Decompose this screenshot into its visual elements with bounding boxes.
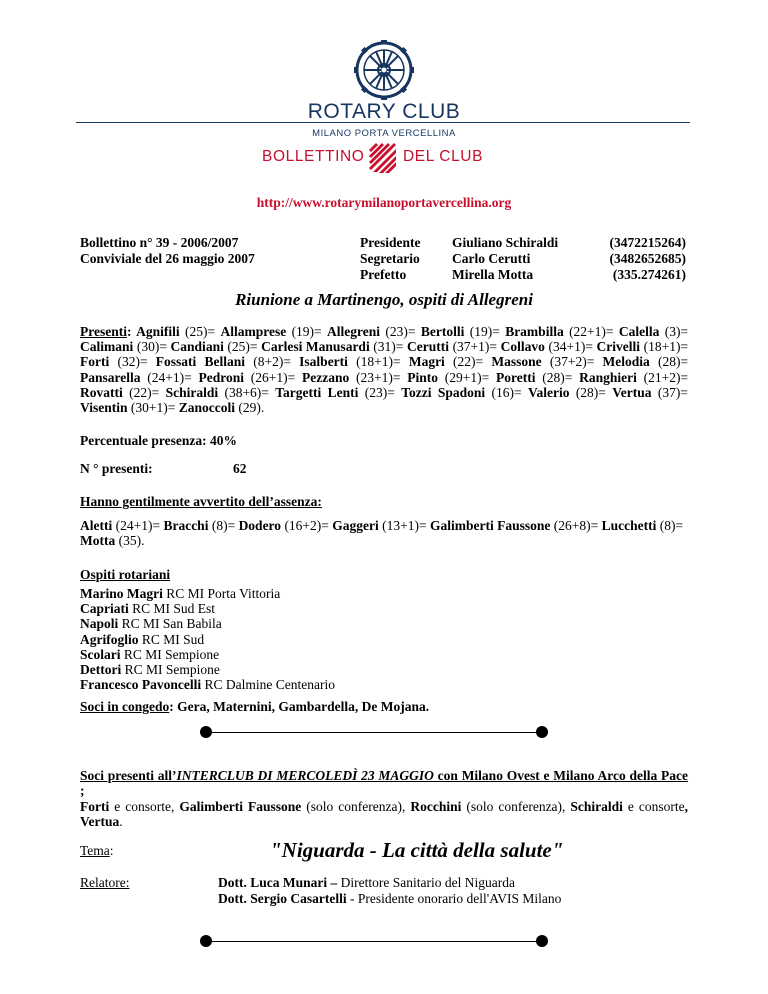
interclub-attendees — [80, 799, 688, 829]
tema-label-wrap: Tema: — [80, 843, 114, 858]
club-subtitle: MILANO PORTA VERCELLINA — [312, 128, 456, 139]
club-website-link[interactable]: http://www.rotarymilanoportavercellina.org — [256, 195, 512, 210]
speaker-sep: - — [346, 890, 358, 906]
member-name: Lucchetti — [601, 518, 657, 533]
meeting-date: Conviviale del 26 maggio 2007 — [80, 251, 255, 266]
member-name: Schiraldi — [165, 384, 219, 400]
member-name: Melodia — [602, 354, 650, 370]
member-count: (38+6)= — [224, 384, 276, 400]
leave-names: Gera, Maternini, Gambardella, De Mojana. — [177, 699, 430, 714]
bulletin-number: Bollettino n° 39 - 2006/2007 — [80, 235, 239, 250]
divider-dot — [536, 935, 548, 947]
guest-club: RC MI San Babila — [121, 616, 222, 632]
divider-dot — [200, 935, 212, 947]
member-name: Motta — [80, 533, 116, 549]
leave-paragraph: Soci in congedo: Gera, Maternini, Gambardella, De Mojana. — [80, 699, 430, 714]
bulletin-info — [80, 235, 255, 267]
section-divider — [200, 935, 548, 947]
member-count: (26+1)= — [250, 369, 303, 385]
count-value: 62 — [233, 461, 247, 476]
member-name: Dodero — [238, 518, 282, 533]
guest-club: RC MI Sud — [141, 631, 205, 647]
officer-name: Mirella Motta — [452, 267, 534, 282]
officer-roles — [360, 235, 421, 283]
member-count: (16)= — [491, 384, 528, 400]
member-count: (28)= — [575, 384, 613, 400]
absent-heading: Hanno gentilmente avvertito dell’assenza: — [80, 494, 322, 509]
guest-club: RC MI Sempione — [123, 646, 220, 662]
member-count: (32)= — [117, 354, 156, 370]
member-count: (8)= — [211, 518, 239, 533]
tema-value: "Niguarda - La città della salute" — [270, 838, 564, 862]
guest-name: Francesco Pavoncelli — [80, 677, 202, 693]
attendance-count — [80, 461, 688, 476]
guest-club: RC MI Sempione — [124, 662, 220, 678]
member-count: (31)= — [373, 339, 407, 355]
member-name: Brambilla — [505, 324, 564, 339]
divider-dot — [200, 726, 212, 738]
member-name: Aletti — [80, 518, 113, 533]
percent-label: Percentuale presenza: — [80, 433, 207, 448]
member-count: (37+2)= — [549, 354, 603, 370]
guests-heading: Ospiti rotariani — [80, 567, 171, 582]
member-count: (37)= — [657, 384, 688, 400]
member-name: Tozzi Spadoni — [401, 384, 486, 400]
member-count: (26+8)= — [553, 518, 602, 533]
member-name: Candiani — [170, 339, 224, 355]
member-count: (22)= — [453, 354, 492, 370]
guest-name: Scolari — [80, 646, 121, 662]
member-count: (3)= — [664, 324, 689, 339]
member-name: Fossati Bellani — [155, 354, 246, 370]
speaker-role: Presidente onorario dell'AVIS Milano — [357, 890, 562, 906]
member-name: Crivelli — [596, 339, 641, 355]
member-name: Ranghieri — [579, 369, 637, 385]
guest-club: RC MI Sud Est — [132, 601, 216, 617]
member-count: (23)= — [364, 384, 402, 400]
member-count: (25)= — [184, 324, 221, 339]
guest-row — [80, 586, 688, 601]
member-count: (30)= — [136, 339, 171, 355]
header-rule — [76, 122, 690, 123]
speaker-name: Dott. Luca Munari — [218, 875, 328, 890]
member-name: Bertolli — [420, 324, 465, 339]
guest-name: Agrifoglio — [80, 631, 139, 647]
officer-role: Presidente — [360, 235, 421, 250]
member-count: (23+1)= — [356, 369, 408, 385]
member-count: (24+1)= — [147, 369, 199, 385]
attendance-percent — [80, 433, 688, 448]
count-label: N ° presenti: — [80, 461, 153, 476]
member-count: (34+1)= — [548, 339, 597, 355]
member-count: (23)= — [385, 324, 421, 339]
member-name: Vertua — [612, 384, 652, 400]
attendance-list — [80, 324, 688, 415]
member-name: Agnifili — [136, 324, 180, 339]
guest-club: RC MI Porta Vittoria — [166, 586, 281, 601]
bulletin-title-right: DEL CLUB — [403, 148, 484, 165]
officer-phones — [578, 235, 686, 283]
member-count: (18+1)= — [643, 339, 689, 355]
guest-name: Napoli — [80, 616, 119, 632]
meeting-title: Riunione a Martinengo, ospiti di Allegreni — [235, 290, 533, 309]
officer-phone: (3472215264) — [609, 235, 686, 250]
member-count: (25)= — [227, 339, 262, 355]
member-name: Collavo — [500, 339, 545, 355]
guest-row — [80, 647, 688, 662]
member-name: Carlesi Manusardi — [261, 339, 370, 355]
member-count: (35). — [118, 533, 145, 549]
member-name: Zanoccoli — [178, 400, 235, 416]
relatore-label: Relatore: — [80, 875, 130, 890]
rotary-wheel-logo — [354, 40, 414, 100]
member-count: (16+2)= — [284, 518, 333, 533]
officer-name: Giuliano Schiraldi — [452, 235, 559, 250]
member-count: (22+1)= — [569, 324, 619, 339]
member-name: Poretti — [496, 369, 536, 385]
guest-row — [80, 616, 688, 631]
speaker — [218, 875, 561, 891]
interclub-heading-italic: INTERCLUB DI MERCOLEDÌ 23 MAGGIO — [176, 768, 434, 783]
member-name: Allamprese — [220, 324, 287, 339]
attendee-name: Forti — [80, 799, 110, 814]
member-name: Bracchi — [163, 518, 209, 533]
member-name: Allegreni — [327, 324, 381, 339]
attendee-name: Schiraldi — [570, 799, 623, 814]
officer-phone: (335.274261) — [612, 267, 686, 282]
officer-role: Prefetto — [360, 267, 407, 282]
attendance-label: Presenti — [80, 324, 127, 339]
member-name: Calimani — [80, 339, 134, 355]
member-name: Galimberti Faussone — [430, 518, 551, 533]
member-name: Pedroni — [198, 369, 245, 385]
speaker-sep: – — [327, 875, 341, 890]
member-count: (22)= — [129, 384, 166, 400]
speaker-role: Direttore Sanitario del Niguarda — [340, 875, 515, 890]
percent-value: 40% — [209, 433, 237, 448]
member-count: (29+1)= — [444, 369, 497, 385]
member-count: (19)= — [469, 324, 506, 339]
guest-name: Dettori — [80, 662, 122, 678]
attendee-note: (solo conferenza), — [461, 799, 571, 814]
member-count: (24+1)= — [115, 518, 164, 533]
member-count: (30+1)= — [130, 400, 179, 416]
guest-name: Marino Magri — [80, 586, 163, 601]
member-name: Pinto — [407, 369, 439, 385]
member-name: Massone — [491, 354, 542, 370]
guest-name: Capriati — [80, 601, 129, 617]
member-name: Calella — [618, 324, 660, 339]
officer-name: Carlo Cerutti — [452, 251, 531, 266]
member-name: Gaggeri — [332, 518, 379, 533]
interclub-heading-end: ; — [80, 783, 85, 799]
attendee-name: , Vertua — [80, 799, 689, 830]
member-name: Visentin — [80, 400, 128, 416]
relatore-list — [218, 875, 561, 906]
divider-dot — [536, 726, 548, 738]
bulletin-title-left: BOLLETTINO — [262, 148, 365, 165]
attendee-note: e consorte — [622, 799, 685, 814]
member-count: (28)= — [542, 369, 580, 385]
member-name: Pezzano — [302, 369, 350, 385]
guests-list — [80, 586, 688, 692]
leave-label: Soci in congedo — [80, 699, 170, 714]
member-name: Rovatti — [80, 384, 123, 400]
officer-phone: (3482652685) — [609, 251, 686, 266]
member-name: Forti — [80, 354, 110, 370]
tema-label: Tema — [80, 843, 110, 858]
attendee-name: Rocchini — [410, 799, 462, 814]
member-count: (37+1)= — [452, 339, 501, 355]
interclub-heading — [80, 768, 688, 798]
guest-row — [80, 662, 688, 677]
guest-row — [80, 601, 688, 616]
member-name: Pansarella — [80, 369, 141, 385]
club-title: ROTARY CLUB — [307, 100, 461, 123]
attendee-note: (solo conferenza), — [301, 799, 411, 814]
member-count: (8)= — [659, 518, 684, 533]
member-count: (29). — [238, 400, 265, 416]
member-name: Valerio — [527, 384, 570, 400]
attendance-paragraph: Presenti: Agnifili (25)= Allamprese (19)= Allegreni (23)= Bertolli (19)= Brambilla (22+1)= Calella (3)= Calimani (30)= Candiani (25)= Carlesi Manusardi (31)= Cerutti (37+1)= Collavo (34+1)= Crivelli (18+1)= Forti (32)= Fossati Bellani (8+2)= Isalberti (18+1)= Magri (22)= Massone (37+2)= Melodia (28)= Pansarella (24+1)= Pedroni (26+1)= Pezzano (23+1)= Pinto (29+1)= Poretti (28)= Ranghieri (21+2)= Rovatti (22)= Schiraldi (38+6)= Targetti Lenti (23)= Tozzi Spadoni (16)= Valerio (28)= Vertua (37)= Visentin (30+1)= Zanoccoli (29). — [80, 324, 689, 416]
interclub-heading-prefix: Soci presenti all’ — [80, 768, 177, 783]
attendee-name: Galimberti Faussone — [179, 799, 302, 814]
interclub-heading-suffix: con Milano Ovest e Milano Arco della Pace — [433, 768, 689, 783]
attendee-note: e consorte, — [109, 799, 180, 814]
member-count: (19)= — [291, 324, 328, 339]
attendee-note: . — [119, 814, 123, 830]
member-count: (8+2)= — [253, 354, 300, 370]
member-name: Cerutti — [406, 339, 449, 355]
member-count: (28)= — [658, 354, 689, 370]
officer-role: Segretario — [360, 251, 420, 266]
member-name: Magri — [408, 354, 445, 370]
speaker — [218, 891, 561, 907]
bulletin-stripe-mark-icon — [369, 143, 396, 173]
member-count: (13+1)= — [382, 518, 430, 533]
guest-row — [80, 632, 688, 647]
section-divider — [200, 726, 548, 738]
absent-list — [80, 518, 688, 548]
member-count: (18+1)= — [356, 354, 409, 370]
member-name: Isalberti — [299, 354, 348, 370]
member-name: Targetti Lenti — [275, 384, 359, 400]
member-count: (21+2)= — [643, 369, 689, 385]
officer-names — [452, 235, 558, 283]
guest-club: RC Dalmine Centenario — [204, 677, 335, 693]
speaker-name: Dott. Sergio Casartelli — [218, 890, 347, 906]
guest-row — [80, 677, 688, 692]
